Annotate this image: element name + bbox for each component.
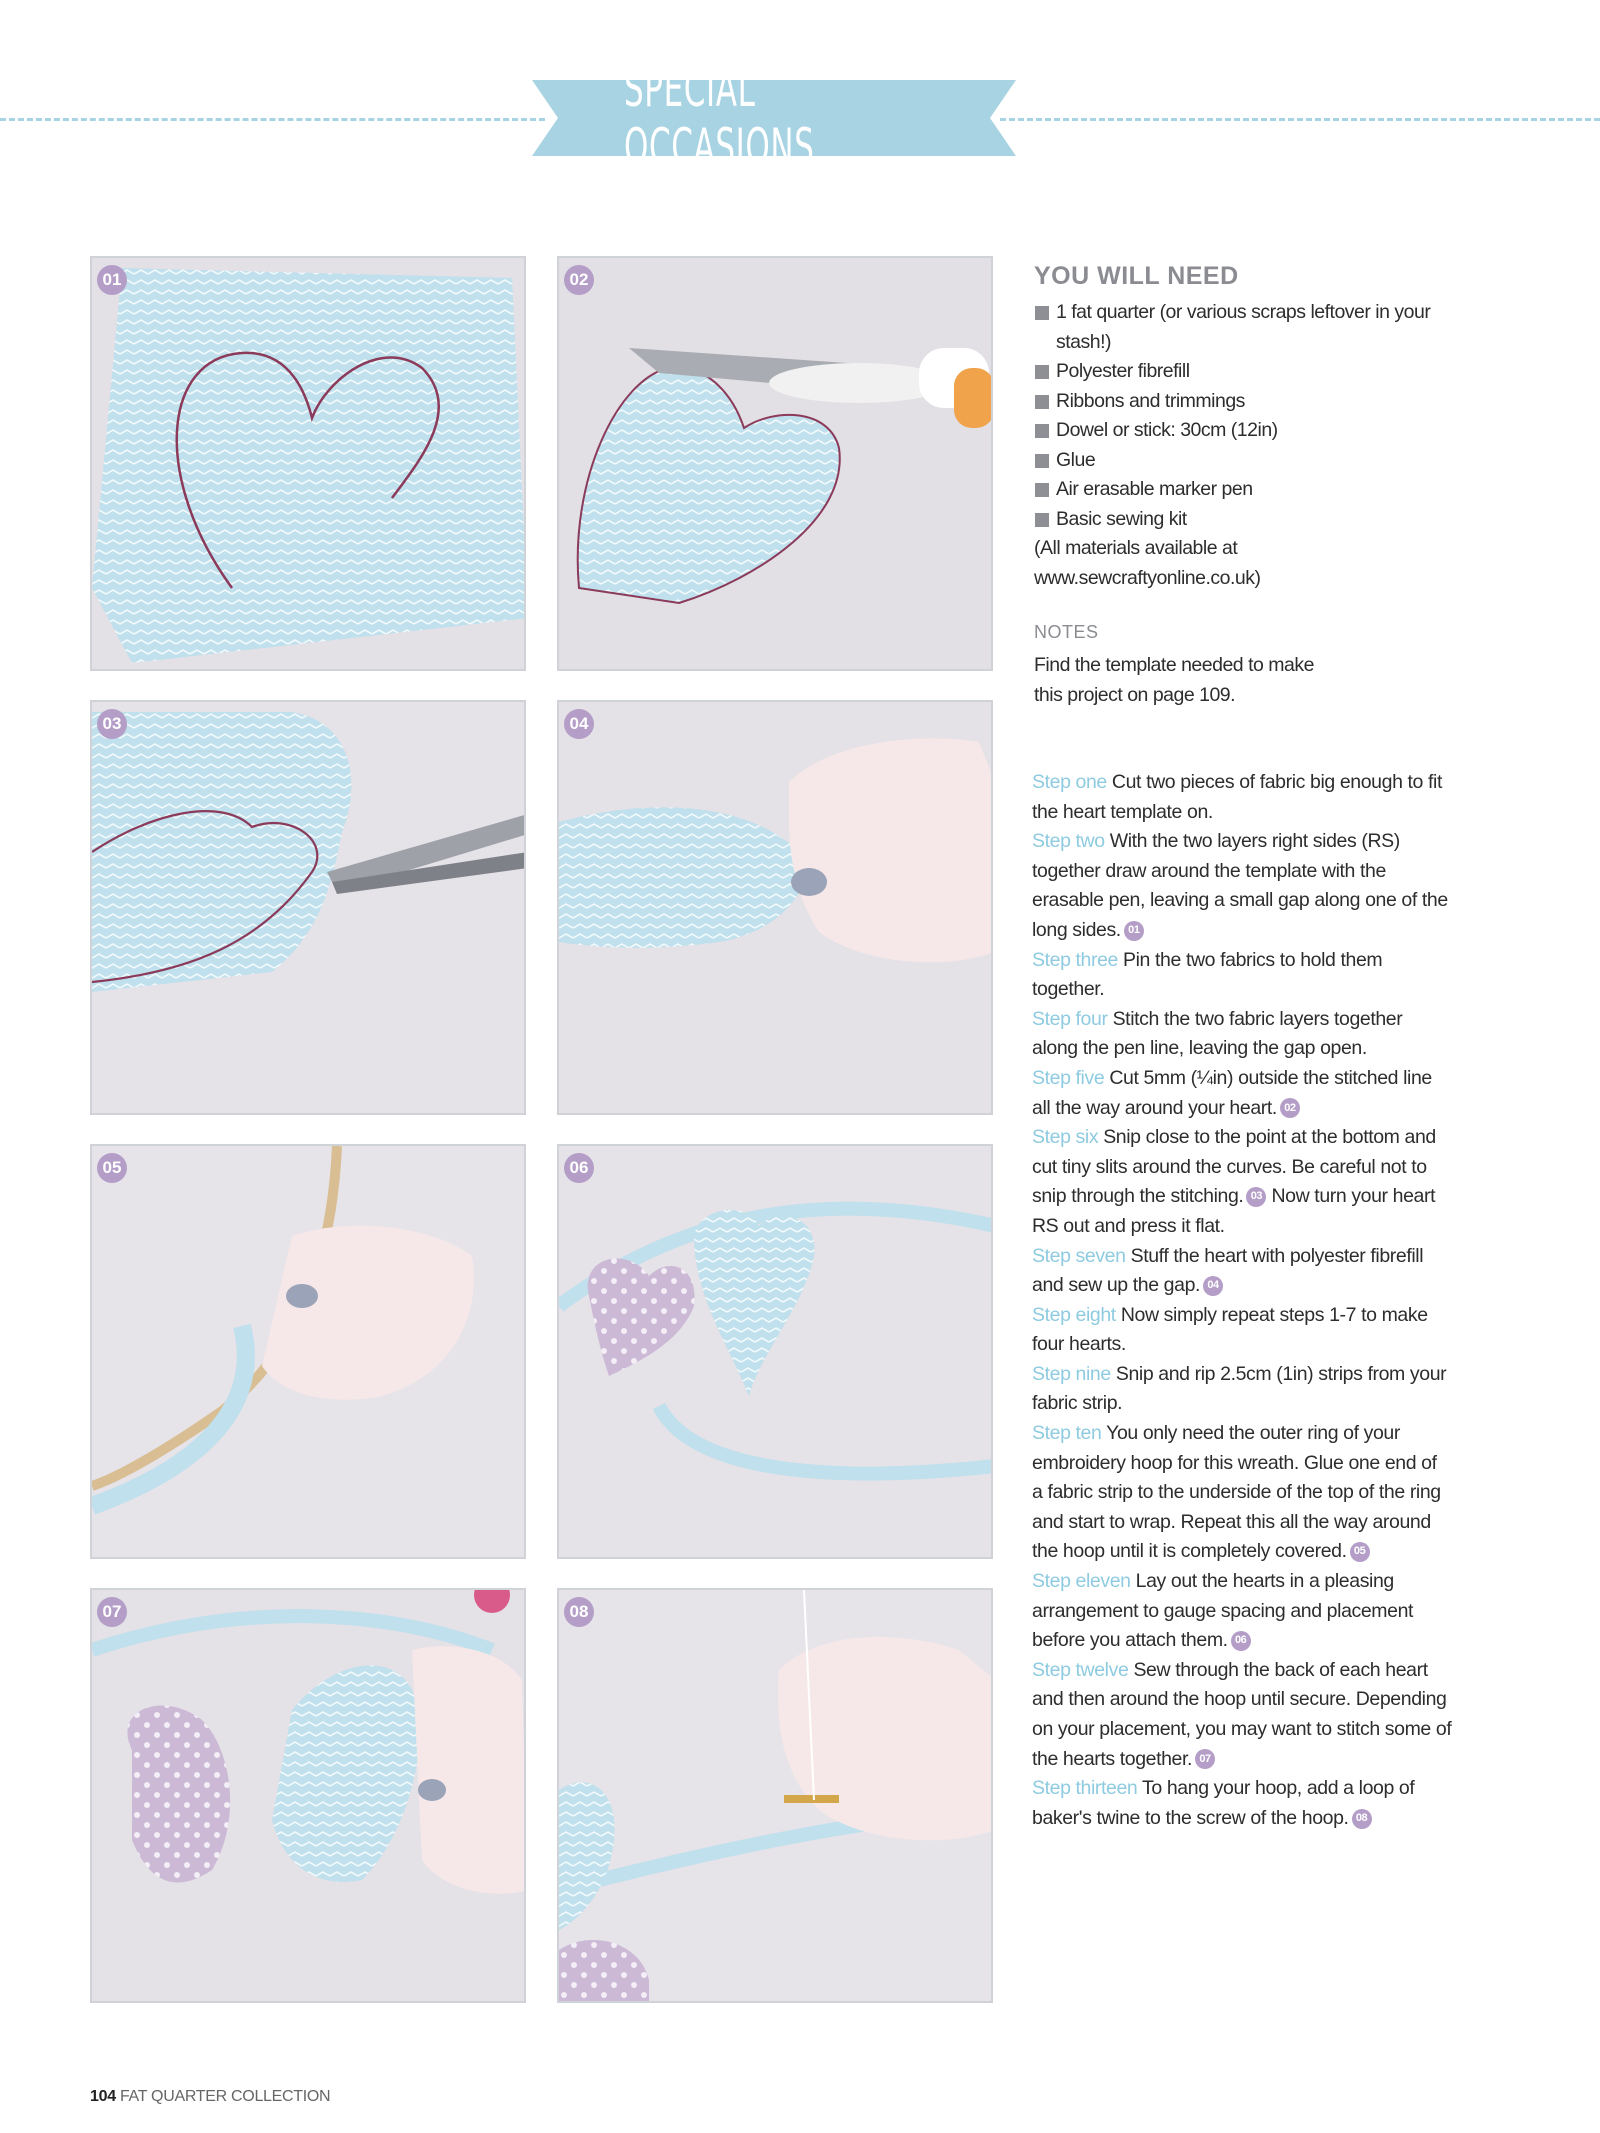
photo-number-badge: 01	[97, 265, 127, 295]
list-item: 1 fat quarter (or various scraps leftover in your stash!)	[1034, 298, 1454, 357]
step-paragraph: Step eleven Lay out the hearts in a pleasing arrangement to gauge spacing and placement before you attach them. 06	[1032, 1570, 1414, 1652]
photo-number-badge: 04	[564, 709, 594, 739]
bullet-square-icon	[1035, 365, 1049, 379]
photo-number-badge: 05	[97, 1153, 127, 1183]
instructions	[1032, 768, 1452, 1833]
step-paragraph: Step seven Stuff the heart with polyester fibrefill and sew up the gap. 04	[1032, 1244, 1424, 1297]
step-paragraph: Step five Cut 5mm (¼in) outside the stitched line all the way around your heart. 02	[1032, 1066, 1432, 1119]
photo-ref-badge: 04	[1203, 1276, 1223, 1296]
list-item: Basic sewing kit	[1034, 505, 1454, 535]
photo-ref-badge: 06	[1231, 1631, 1251, 1651]
step-photo-01	[90, 256, 526, 671]
photo-number-badge: 08	[564, 1597, 594, 1627]
step-paragraph: Step ten You only need the outer ring of your embroidery hoop for this wreath. Glue one end of a fabric strip to the underside of the top of the ring and start to wrap. Repeat this all the way around the hoop until it is completely covered. 05	[1032, 1422, 1441, 1563]
step-paragraph: Step two With the two layers right sides (RS) together draw around the template with the erasable pen, leaving a small gap along one of the long sides. 01	[1032, 830, 1448, 941]
step-photo-06	[557, 1144, 993, 1559]
photo-number-badge: 03	[97, 709, 127, 739]
publication-name: FAT QUARTER COLLECTION	[119, 2088, 331, 2105]
photo-ref-badge: 03	[1246, 1187, 1266, 1207]
materials-list	[1034, 298, 1454, 534]
section-title: SPECIAL OCCASIONS	[623, 60, 815, 176]
header-dashed-line-left	[0, 118, 545, 121]
step-photo-04	[557, 700, 993, 1115]
step-paragraph: Step thirteen To hang your hoop, add a loop of baker's twine to the screw of the hoop. 08	[1032, 1777, 1415, 1829]
photo-ref-badge: 02	[1280, 1098, 1300, 1118]
photo-number-badge: 06	[564, 1153, 594, 1183]
step-photo-05	[90, 1144, 526, 1559]
list-item: Air erasable marker pen	[1034, 475, 1454, 505]
step-paragraph: Step nine Snip and rip 2.5cm (1in) strips from your fabric strip.	[1032, 1362, 1447, 1415]
page-number: 104	[90, 2088, 116, 2105]
photo-ref-badge: 08	[1352, 1809, 1372, 1829]
step-photo-07	[90, 1588, 526, 2003]
list-item: Glue	[1034, 446, 1454, 476]
step-photo-08	[557, 1588, 993, 2003]
bullet-square-icon	[1035, 454, 1049, 468]
bullet-square-icon	[1035, 306, 1049, 320]
section-banner	[532, 60, 1016, 176]
list-item: Polyester fibrefill	[1034, 357, 1454, 387]
photo-ref-badge: 05	[1350, 1542, 1370, 1562]
photo-number-badge: 02	[564, 265, 594, 295]
bullet-square-icon	[1035, 424, 1049, 438]
list-item: Ribbons and trimmings	[1034, 387, 1454, 417]
bullet-square-icon	[1035, 483, 1049, 497]
step-paragraph: Step eight Now simply repeat steps 1-7 to make four hearts.	[1032, 1303, 1428, 1356]
step-paragraph: Step one Cut two pieces of fabric big enough to fit the heart template on.	[1032, 771, 1442, 823]
you-will-need-heading: YOU WILL NEED	[1034, 262, 1239, 290]
step-photo-03	[90, 700, 526, 1115]
notes-text: Find the template needed to make this project on page 109.	[1034, 654, 1314, 706]
header-dashed-line-right	[1000, 118, 1600, 121]
bullet-square-icon	[1035, 395, 1049, 409]
list-item: Dowel or stick: 30cm (12in)	[1034, 416, 1454, 446]
step-paragraph: Step four Stitch the two fabric layers together along the pen line, leaving the gap open.	[1032, 1007, 1403, 1060]
materials-availability: (All materials available at www.sewcraftyonline.co.uk)	[1034, 537, 1261, 589]
step-paragraph: Step six Snip close to the point at the bottom and cut tiny slits around the curves. Be careful not to snip through the stitching. 03 Now turn your heart RS out and press it flat.	[1032, 1126, 1436, 1237]
photo-ref-badge: 07	[1195, 1749, 1215, 1769]
photo-ref-badge: 01	[1124, 921, 1144, 941]
bullet-square-icon	[1035, 513, 1049, 527]
photo-number-badge: 07	[97, 1597, 127, 1627]
notes-heading: NOTES	[1034, 622, 1099, 642]
step-photo-02	[557, 256, 993, 671]
step-paragraph: Step three Pin the two fabrics to hold them together.	[1032, 948, 1383, 1001]
page-footer	[90, 2088, 330, 2106]
step-paragraph: Step twelve Sew through the back of each heart and then around the hoop until secure. Depending on your placement, you may want to stitch some of the hearts together. 07	[1032, 1658, 1452, 1770]
